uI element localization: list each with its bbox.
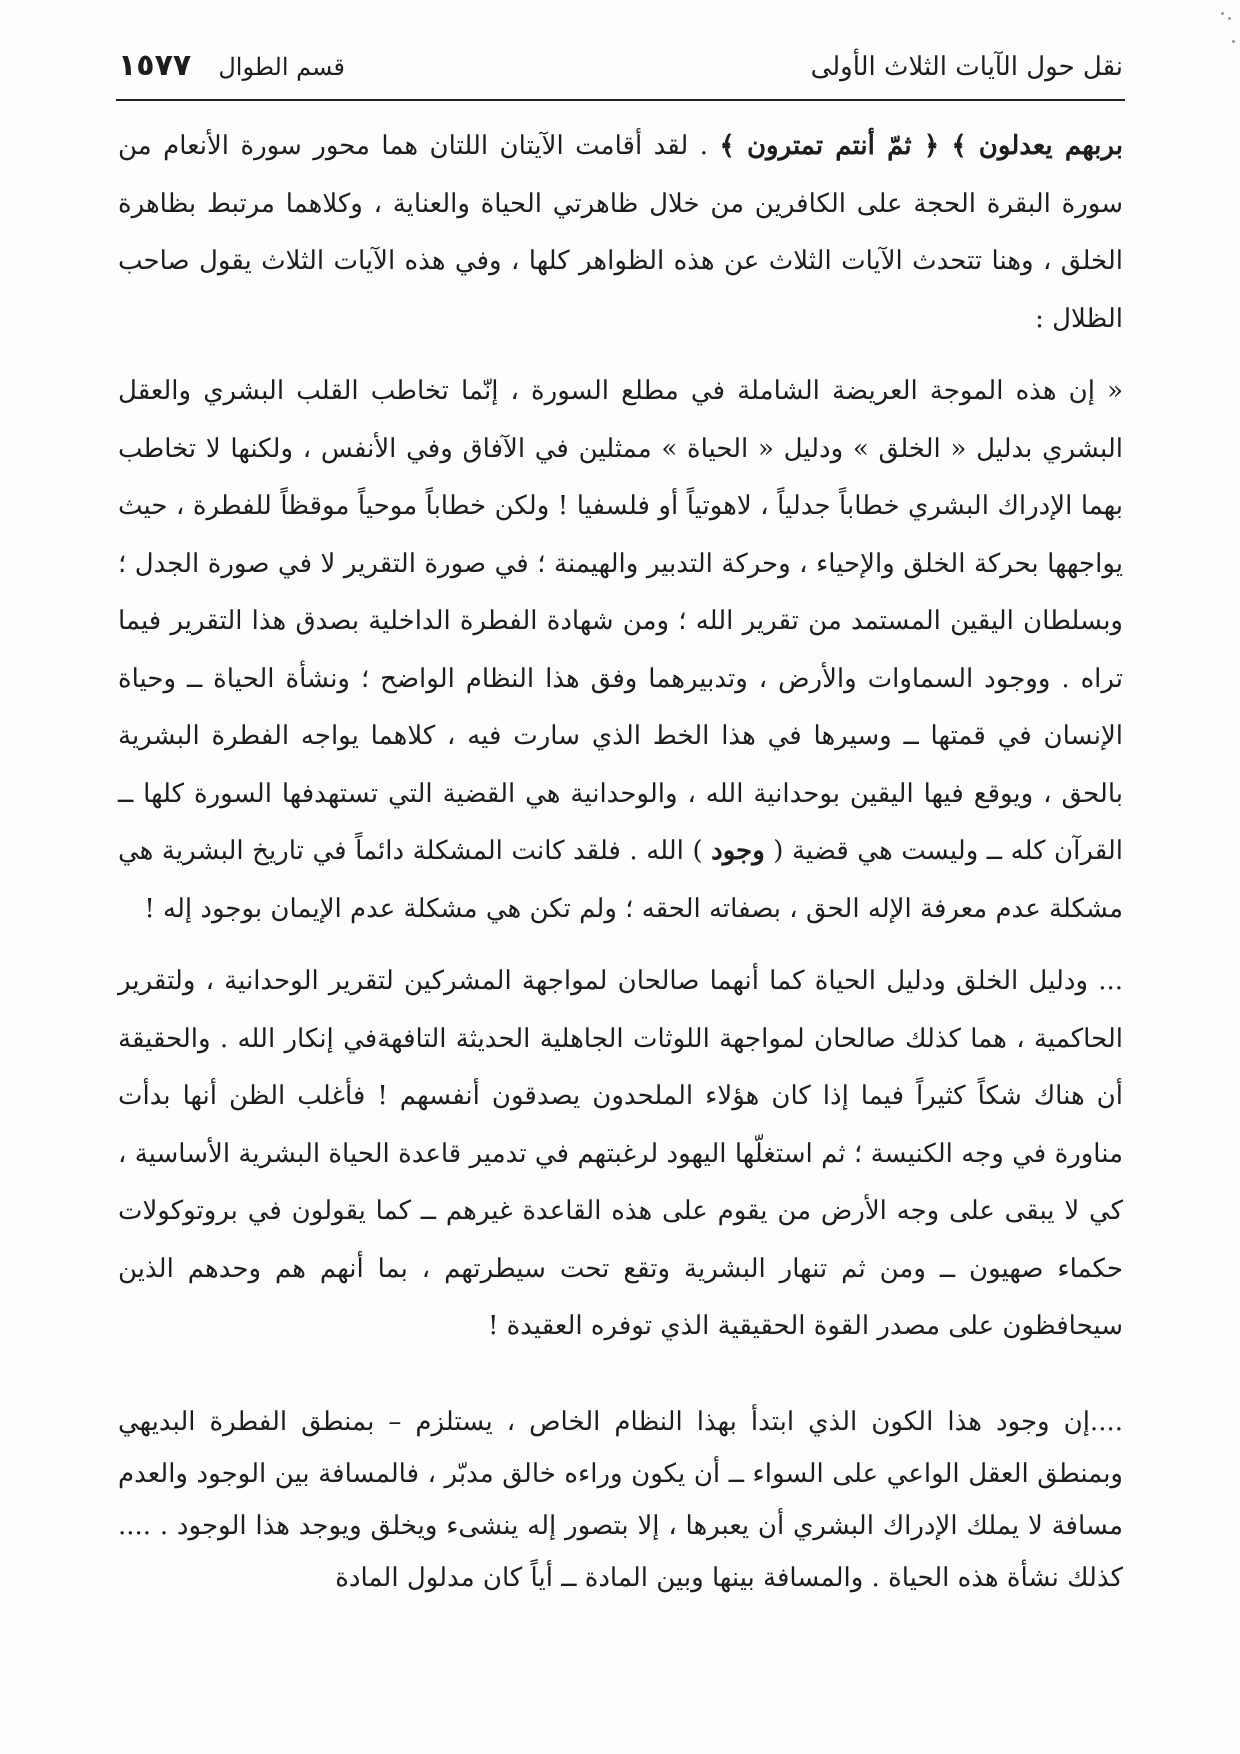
page-number: ١٥٧٧ (118, 48, 192, 83)
scan-speck (1221, 12, 1224, 15)
section-group (118, 48, 345, 83)
emphasis-word: وجود (711, 836, 765, 866)
header-rule (116, 99, 1125, 101)
page-header (118, 44, 1123, 94)
text-segment: ) الله . فلقد كانت المشكلة دائماً في تاريخ البشرية هي مشكلة عدم معرفة الإله الحق ، بصفاته الحقه ؛ ولم تكن هي مشكلة عدم الإيمان بوجود إله ! (118, 836, 1123, 924)
scan-speck (1228, 17, 1231, 20)
paragraph-quote-1 (118, 363, 1123, 938)
text-segment: ....إن وجود هذا الكون الذي ابتدأ بهذا النظام الخاص ، يستلزم – بمنطق الفطرة البديهي وبمنطق العقل الواعي على السواء ــ أن يكون وراءه خالق مدبّر ، فالمسافة بين الوجود والعدم مسافة لا يملك الإدراك البشري أن يعبرها ، إلا بتصور إله ينشىء ويخلق ويوجد هذا الوجود . .... كذلك نشأة هذه الحياة . والمسافة بينها وبين المادة ــ أياً كان مدلول المادة (118, 1406, 1123, 1593)
text-segment: . لقد أقامت الآيتان اللتان هما محور سورة الأنعام من سورة البقرة الحجة على الكافرين من خلال ظاهرتي الحياة والعناية ، وكلاهما مرتبط بظاهرة الخلق ، وهنا تتحدث الآيات الثلاث عن هذه الظواهر كلها ، وفي هذه الآيات الثلاث يقول صاحب الظلال : (118, 131, 1123, 334)
body-text (118, 118, 1123, 1604)
paragraph-intro (118, 118, 1123, 348)
paragraph-quote-2 (118, 953, 1123, 1356)
paragraph-quote-3 (118, 1396, 1123, 1604)
running-title: نقل حول الآيات الثلاث الأولى (810, 52, 1123, 82)
quran-verse: بربهم يعدلون ﴾ ﴿ ثمّ أنتم تمترون ﴾ (719, 131, 1123, 161)
section-name: قسم الطوال (218, 53, 345, 81)
scan-speck (1232, 40, 1235, 43)
text-segment: « إن هذه الموجة العريضة الشاملة في مطلع السورة ، إنّما تخاطب القلب البشري والعقل البشري بدليل « الخلق » ودليل « الحياة » ممثلين في الآفاق وفي الأنفس ، ولكنها لا تخاطب بهما الإدراك البشري خطاباً جدلياً ، لاهوتياً أو فلسفيا ! ولكن خطاباً موحياً موقظاً للفطرة ، حيث يواجهها بحركة الخلق والإحياء ، وحركة التدبير والهيمنة ؛ في صورة التقرير لا في صورة الجدل ؛ وبسلطان اليقين المستمد من تقرير الله ؛ ومن شهادة الفطرة الداخلية بصدق هذا التقرير فيما تراه . ووجود السماوات والأرض ، وتدبيرهما وفق هذا النظام الواضح ؛ ونشأة الحياة ــ وحياة الإنسان في قمتها ــ وسيرها في هذا الخط الذي سارت فيه ، كلاهما يواجه الفطرة البشرية بالحق ، ويوقع فيها اليقين بوحدانية الله ، والوحدانية هي القضية التي تستهدفها السورة كلها ــ القرآن كله ــ وليست هي قضية ( (118, 376, 1123, 866)
text-segment: ... ودليل الخلق ودليل الحياة كما أنهما صالحان لمواجهة المشركين لتقرير الوحدانية ، ولتقرير الحاكمية ، هما كذلك صالحان لمواجهة اللوثات الجاهلية الحديثة التافهةفي إنكار الله . والحقيقة أن هناك شكاً كثيراً فيما إذا كان هؤلاء الملحدون يصدقون أنفسهم ! فأغلب الظن أنها بدأت مناورة في وجه الكنيسة ؛ ثم استغلّها اليهود لرغبتهم في تدمير قاعدة الحياة البشرية الأساسية ، كي لا يبقى على وجه الأرض من يقوم على هذه القاعدة غيرهم ــ كما يقولون في بروتوكولات حكماء صهيون ــ ومن ثم تنهار البشرية وتقع تحت سيطرتهم ، بما أنهم هم وحدهم الذين سيحافظون على مصدر القوة الحقيقية الذي توفره العقيدة ! (118, 966, 1123, 1341)
